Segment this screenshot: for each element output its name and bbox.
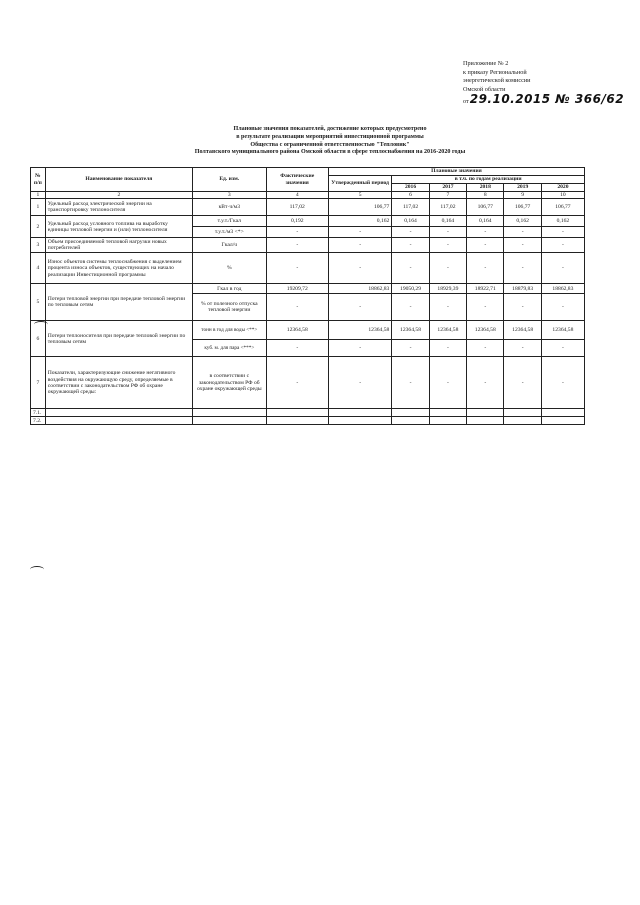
- value-2019: -: [504, 253, 541, 284]
- value-approved: -: [328, 227, 391, 238]
- value-2019: 0,162: [504, 216, 541, 227]
- row-unit: % от полезного отпуска тепловой энергии: [192, 294, 266, 321]
- row-unit: в соответствии с законодательством РФ об охране окружающей среды: [192, 357, 266, 409]
- table-row: [31, 284, 585, 294]
- colnum-2: 2: [45, 192, 192, 199]
- colnum-7: 7: [429, 192, 466, 199]
- row-name: Износ объектов системы теплоснабжения с выделением процента износа объектов, существующих на начало реализации Инвестиционной программы: [45, 253, 192, 284]
- appendix-line-2: к приказу Региональной: [463, 68, 527, 76]
- appendix-date-line: [463, 92, 633, 107]
- row-unit: %: [192, 253, 266, 284]
- value-2020: 18862,83: [541, 284, 584, 294]
- value-2018: -: [467, 294, 504, 321]
- row-num: 3: [31, 238, 46, 253]
- value-2019: -: [504, 238, 541, 253]
- value-2020: -: [541, 227, 584, 238]
- header-actual: Фактические значения: [266, 168, 328, 192]
- title-line-4: Полтавского муниципального района Омской области в сфере теплоснабжения на 2016-2020 годы: [194, 149, 466, 156]
- row-name: Удельный расход условного топлива на выработку единицы тепловой энергии и (или) теплоносителя: [45, 216, 192, 238]
- value-actual: -: [266, 294, 328, 321]
- colnum-4: 4: [266, 192, 328, 199]
- value-2019: 18879,83: [504, 284, 541, 294]
- header-2016: 2016: [392, 184, 429, 192]
- table-row: [31, 253, 585, 284]
- row-unit: Гкал в год: [192, 284, 266, 294]
- colnum-6: 6: [392, 192, 429, 199]
- value-2020: -: [541, 253, 584, 284]
- value-2016: -: [392, 340, 429, 357]
- value-2017: 117,02: [429, 199, 466, 216]
- value-2019: -: [504, 227, 541, 238]
- value-2018: -: [467, 238, 504, 253]
- table-row: [31, 409, 585, 417]
- value-approved: 106,77: [328, 199, 391, 216]
- colnum-5: 5: [328, 192, 391, 199]
- value-approved: 12364,58: [328, 321, 391, 340]
- value-2018: -: [467, 253, 504, 284]
- value-2017: -: [429, 227, 466, 238]
- value-approved: -: [328, 340, 391, 357]
- document-title: [120, 126, 540, 157]
- value-2019: -: [504, 357, 541, 409]
- table-row: [31, 321, 585, 340]
- value-2017: -: [429, 357, 466, 409]
- value-approved: -: [328, 238, 391, 253]
- header-byyears: в т.ч. по годам реализации: [392, 176, 585, 184]
- value-approved: 18862,83: [328, 284, 391, 294]
- row-name: Показатели, характеризующие снижение негативного воздействия на окружающую среду, определяемые в соответствии с законодательством РФ об охране окружающей среды:: [45, 357, 192, 409]
- value-2020: -: [541, 294, 584, 321]
- value-2019: -: [504, 340, 541, 357]
- row-unit: Гкал/ч: [192, 238, 266, 253]
- value-2016: -: [392, 238, 429, 253]
- value-2017: -: [429, 294, 466, 321]
- row-unit: тонн в год для воды <**>: [192, 321, 266, 340]
- value-2019: 12364,58: [504, 321, 541, 340]
- handwritten-signature: 29.10.2015 № 366/62: [469, 92, 625, 107]
- row-num: 4: [31, 253, 46, 284]
- indicators-table: [30, 167, 585, 425]
- value-actual: -: [266, 340, 328, 357]
- title-line-1: Плановые значения показателей, достижение которых предусмотрено: [233, 126, 427, 132]
- value-2018: -: [467, 227, 504, 238]
- row-num: 5: [31, 284, 46, 321]
- row-unit: т.у.т./м3 <*>: [192, 227, 266, 238]
- header-2019: 2019: [504, 184, 541, 192]
- header-2018: 2018: [467, 184, 504, 192]
- header-2020: 2020: [541, 184, 584, 192]
- header-plan: Плановые значения: [328, 168, 584, 176]
- value-2016: 19050,29: [392, 284, 429, 294]
- value-2018: 0,164: [467, 216, 504, 227]
- row-num: 7.1.: [31, 409, 46, 417]
- value-actual: 12364,58: [266, 321, 328, 340]
- value-approved: -: [328, 253, 391, 284]
- value-2018: 12364,58: [467, 321, 504, 340]
- table-row: [31, 238, 585, 253]
- title-line-2: в результате реализации мероприятий инвестиционной программы: [236, 133, 424, 140]
- colnum-8: 8: [467, 192, 504, 199]
- value-2017: 12364,58: [429, 321, 466, 340]
- value-2019: 106,77: [504, 199, 541, 216]
- value-approved: -: [328, 294, 391, 321]
- header-name: Наименование показателя: [45, 168, 192, 192]
- appendix-line-4: Омской области: [463, 85, 506, 93]
- value-2020: -: [541, 238, 584, 253]
- table-row: [31, 216, 585, 227]
- header-approved: Утвержденный период: [328, 176, 391, 192]
- value-2018: 106,77: [467, 199, 504, 216]
- value-2018: -: [467, 340, 504, 357]
- value-2017: -: [429, 340, 466, 357]
- value-approved: -: [328, 357, 391, 409]
- value-2020: -: [541, 357, 584, 409]
- scan-mark-lower: [30, 566, 44, 573]
- table-row: [31, 199, 585, 216]
- value-2017: -: [429, 238, 466, 253]
- colnum-1: 1: [31, 192, 46, 199]
- value-2016: 117,02: [392, 199, 429, 216]
- row-name: Объем присоединяемой тепловой нагрузки новых потребителей: [45, 238, 192, 253]
- value-2020: -: [541, 340, 584, 357]
- table-row: [31, 417, 585, 425]
- appendix-line-1: Приложение № 2: [463, 60, 509, 67]
- value-2018: 18922,71: [467, 284, 504, 294]
- row-name: Потери теплоносителя при передаче тепловой энергии по тепловым сетям: [45, 321, 192, 357]
- value-actual: -: [266, 253, 328, 284]
- row-num: 7: [31, 357, 46, 409]
- row-num: 6: [31, 321, 46, 357]
- header-2017: 2017: [429, 184, 466, 192]
- row-num: 7.2.: [31, 417, 46, 425]
- appendix-line-3: энергетической комиссии: [463, 77, 531, 85]
- value-2020: 0,162: [541, 216, 584, 227]
- colnum-3: 3: [192, 192, 266, 199]
- value-2016: 0,164: [392, 216, 429, 227]
- value-2017: 0,164: [429, 216, 466, 227]
- title-line-3: Общества с ограниченной ответственностью "Тепловик": [250, 141, 410, 148]
- value-approved: 0,162: [328, 216, 391, 227]
- value-2016: -: [392, 227, 429, 238]
- row-name: Потери тепловой энергии при передаче тепловой энергии по тепловым сетям: [45, 284, 192, 321]
- value-2017: -: [429, 253, 466, 284]
- value-actual: 19209,72: [266, 284, 328, 294]
- value-2020: 12364,58: [541, 321, 584, 340]
- row-num: 2: [31, 216, 46, 238]
- column-number-row: [31, 192, 585, 199]
- appendix-block: [463, 60, 633, 107]
- row-name: Удельный расход электрической энергии на транспортировку теплоносителя: [45, 199, 192, 216]
- value-actual: -: [266, 357, 328, 409]
- colnum-9: 9: [504, 192, 541, 199]
- value-2016: -: [392, 253, 429, 284]
- header-unit: Ед. изм.: [192, 168, 266, 192]
- value-2018: -: [467, 357, 504, 409]
- value-2020: 106,77: [541, 199, 584, 216]
- header-row-1: [31, 168, 585, 176]
- value-actual: -: [266, 227, 328, 238]
- row-num: 1: [31, 199, 46, 216]
- value-2019: -: [504, 294, 541, 321]
- row-unit: т.у.т./Гкал: [192, 216, 266, 227]
- value-2016: 12364,58: [392, 321, 429, 340]
- value-2017: 18929,39: [429, 284, 466, 294]
- value-actual: -: [266, 238, 328, 253]
- value-2016: -: [392, 294, 429, 321]
- table-row: [31, 357, 585, 409]
- value-2016: -: [392, 357, 429, 409]
- row-unit: куб. м. для пара <***>: [192, 340, 266, 357]
- appendix-prefix: от: [463, 98, 469, 106]
- header-num: № п/п: [31, 168, 46, 192]
- value-actual: 0,192: [266, 216, 328, 227]
- value-actual: 117,02: [266, 199, 328, 216]
- row-unit: кВт·ч/м3: [192, 199, 266, 216]
- colnum-10: 10: [541, 192, 584, 199]
